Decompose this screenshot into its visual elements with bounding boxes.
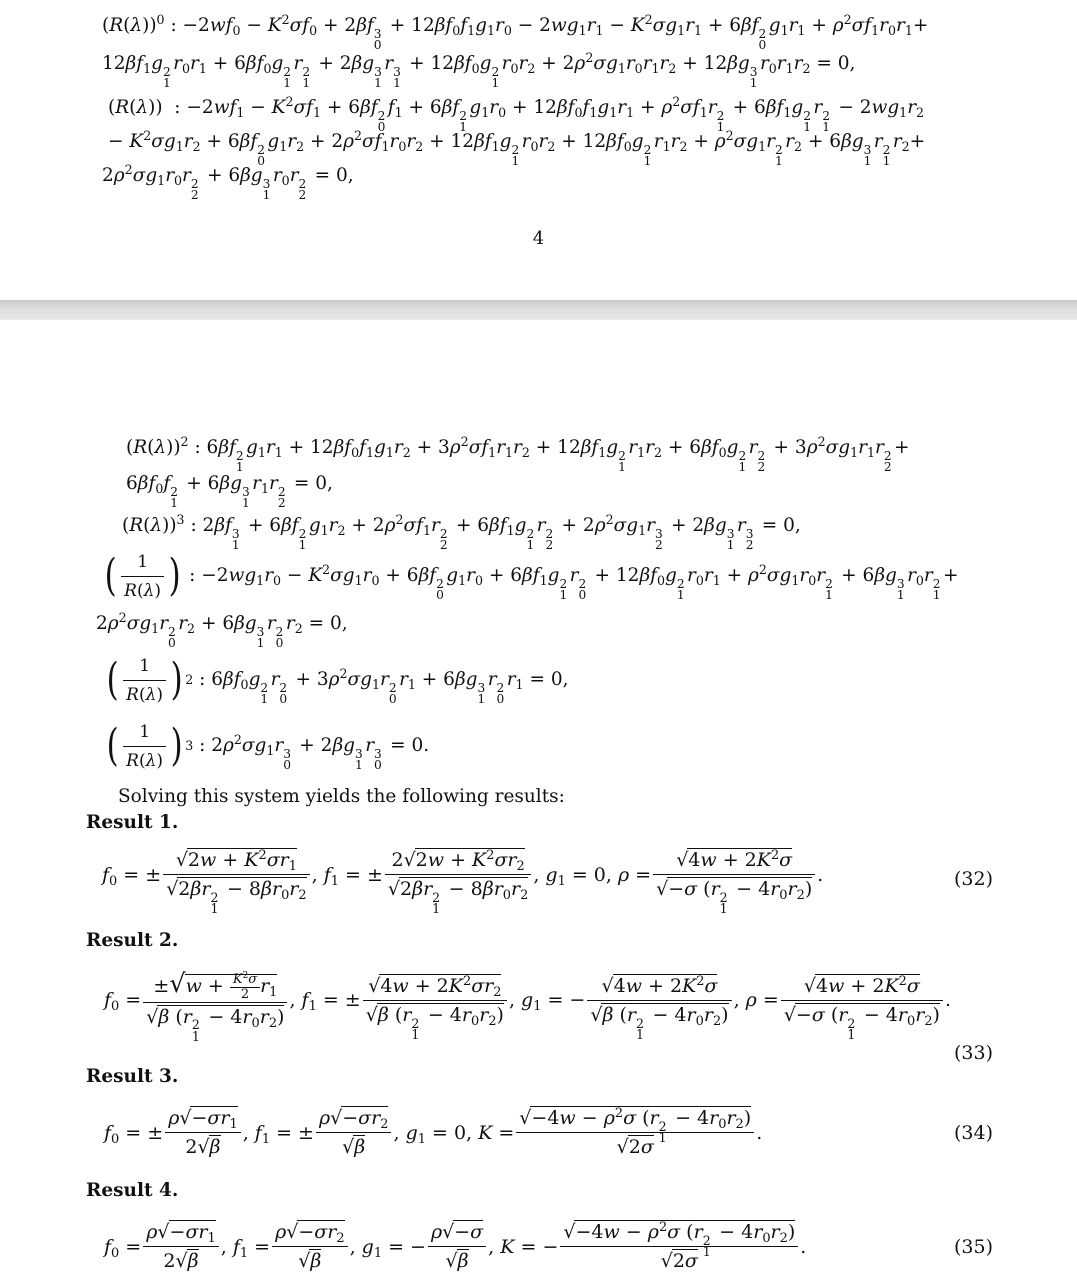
result-3-heading: Result 3. (86, 1066, 179, 1087)
result-2-heading: Result 2. (86, 930, 179, 951)
pdf-page-upper (0, 0, 1077, 300)
equation-line-invR1-a: ( 1 R(λ) ) : $-2wg_1r_0 - K^2\sigma g_1r_0 + 6\beta f$ 2 0 $g_1r_0 + 6\beta f_1g$ 2 1 r 2 0 + $12\beta f_0g$ 2 1 $r_0r_1 + \rho^2\sigma g_1r_0r$ 2 1 + 6βg 3 1 $r_0r$ 2 1 + (102, 550, 958, 602)
page-number: 4 (532, 228, 545, 249)
result-1-heading: Result 1. (86, 812, 179, 833)
equation-line-R2-b: $6\beta f_0f$ 2 1 + 6βg 3 1 $r_1r$ 2 2 = 0, (126, 473, 333, 510)
equation-33: $f_0$ = ±√w + $\frac{K^2\sigma}{2}$ $r_1$ √β (r 2 1 − $4r_0r_2$) , $f_1$ = ± $√4w + 2K^2\sigma r_2$ √β (r 2 1 − $4r_0r_2$) , $g_1$ = − $√4w + 2K^2\sigma$ √β (r 2 1 − $4r_0r_2$) , ρ = $√4w + 2K^2\sigma$ √−σ (r 2 1 − $4r_0r_2$) . (104, 969, 951, 1044)
page-separator (0, 300, 1077, 320)
equation-number-32: (32) (953, 868, 993, 890)
equation-line-invR3: ( 1 R(λ) ) 3 : $2\rho^2\sigma g_1r$ 3 0 + 2βg 3 1 r 3 0 = 0. (104, 718, 429, 774)
equation-line-R2-a: $(R(\lambda))^2$ : 6βf 2 1 $g_1r_1 + 12\beta f_0f_1g_1r_2 + 3\rho^2\sigma f_1r_1r_2 + 12\beta f_1g$ 2 1 $r_1r_2 + 6\beta f_0g$ 2 1 r 2 2 + $3\rho^2\sigma g_1r_1r$ 2 2 + (126, 434, 910, 474)
equation-line-R1-c: $2\rho^2\sigma g_1r_0r$ 2 2 + 6βg 3 1 $r_0r$ 2 2 = 0, (102, 162, 354, 202)
equation-number-34: (34) (953, 1122, 993, 1144)
equation-line-invR2: ( 1 R(λ) ) 2 : $6\beta f_0g$ 2 1 r 2 0 + $3\rho^2\sigma g_1r$ 2 0 $r_1 + 6\beta g$ 3 1 r 2 0 $r_1 = 0$, (104, 652, 568, 708)
equation-number-33: (33) (953, 1042, 993, 1064)
equation-35: $f_0$ = $\frac{\rho√-\sigma r_1}{2√\beta}$ , $f_1$ = $\frac{\rho√-\sigma r_2}{√\beta}$ , $g_1$ = − $\frac{\rho√-\sigma}{√\beta}$ , K = − $√-4w - \rho^2\sigma$ (r 2 1 − $4r_0r_2$) √2σ . (104, 1219, 807, 1272)
equation-line-R1-a: (R(λ)) : $-2wf_1 - K^2\sigma f_1 + 6\beta f$ 2 0 $f_1 + 6\beta f$ 2 1 $g_1r_0 + 12\beta f_0f_1g_1r_1 + \rho^2\sigma f_1r$ 2 1 + $6\beta f_1g$ 2 1 r 2 1 − $2wg_1r_2$ (108, 94, 925, 134)
equation-34: $f_0$ = ± $\frac{\rho√-\sigma r_1}{2√\beta}$ , $f_1$ = ± $\frac{\rho√-\sigma r_2}{√\beta}$ , $g_1 = 0$, K = $√-4w - \rho^2\sigma$ (r 2 1 − $4r_0r_2$) √2σ . (104, 1105, 763, 1158)
equation-number-35: (35) (953, 1236, 993, 1258)
equation-line-R0-b: $12\beta f_1g$ 2 1 $r_0r_1 + 6\beta f_0g$ 2 1 r 2 1 + 2βg 3 1 r 3 1 + $12\beta f_0g$ 2 1 $r_0r_2 + 2\rho^2\sigma g_1r_0r_1r_2 + 12\beta g$ 3 1 $r_0r_1r_2 = 0$, (102, 50, 856, 90)
result-4-heading: Result 4. (86, 1180, 179, 1201)
equation-line-R3: $(R(\lambda))^3$ : 2βf 3 1 + 6βf 2 1 $g_1r_2 + 2\rho^2\sigma f_1r$ 2 2 + $6\beta f_1g$ 2 1 r 2 2 + $2\rho^2\sigma g_1r$ 3 2 + 2βg 3 1 r 3 2 = 0, (122, 512, 801, 552)
equation-line-R0-a: $(R(\lambda))^0$ : $-2wf_0 - K^2\sigma f_0 + 2\beta f$ 3 0 + $12\beta f_0f_1g_1r_0 - 2wg_1r_1 - K^2\sigma g_1r_1 + 6\beta f$ 2 0 $g_1r_1 + \rho^2\sigma f_1r_0r_1+$ (102, 12, 929, 52)
equation-line-invR1-b: $2\rho^2\sigma g_1r$ 2 0 $r_2 + 6\beta g$ 3 1 r 2 0 $r_2 = 0$, (96, 610, 348, 650)
solving-sentence: Solving this system yields the following results: (118, 786, 565, 807)
pdf-page-lower (0, 320, 1077, 1280)
equation-line-R1-b: − $K^2\sigma g_1r_2 + 6\beta f$ 2 0 $g_1r_2 + 2\rho^2\sigma f_1r_0r_2 + 12\beta f_1g$ 2 1 $r_0r_2 + 12\beta f_0g$ 2 1 $r_1r_2 + \rho^2\sigma g_1r$ 2 1 $r_2 + 6\beta g$ 3 1 r 2 1 $r_2+$ (108, 128, 926, 168)
equation-32: $f_0$ = ± $√2w + K^2\sigma r_1$ √2βr 2 1 − $8\beta r_0r_2$ , $f_1$ = ± $2√2w + K^2\sigma r_2$ √2βr 2 1 − $8\beta r_0r_2$ , $g_1 = 0$, ρ = $√4w + 2K^2\sigma$ √−σ (r 2 1 − $4r_0r_2$) . (102, 847, 824, 917)
